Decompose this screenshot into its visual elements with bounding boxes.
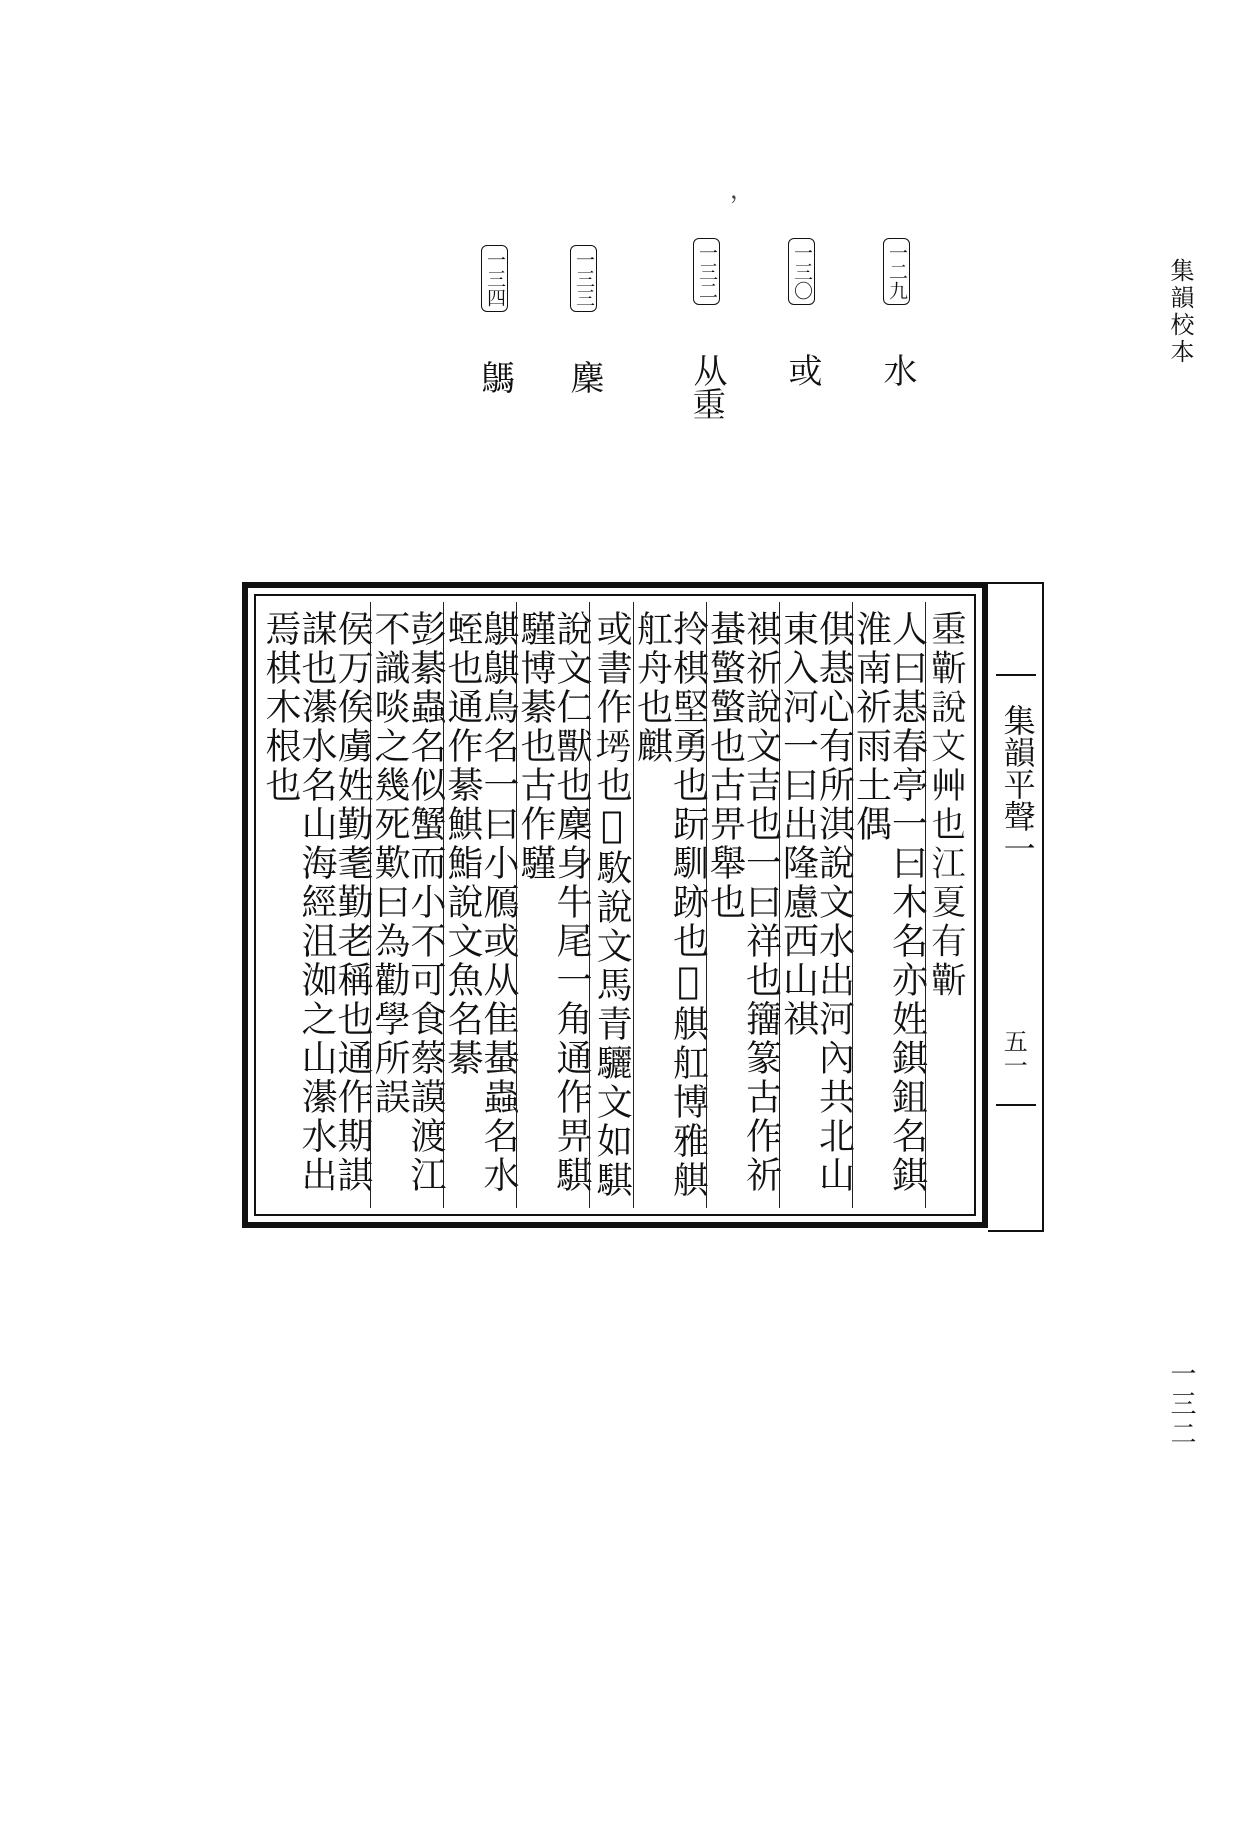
column-text: 或書作𡌱也𩨇駇說文馬青驪文如騏 [591,610,633,1200]
page-number: 一三二 [1166,1360,1196,1450]
text-column [850,602,928,1208]
text-column [631,602,709,1208]
text-column [515,602,592,1208]
text-column [704,602,782,1208]
text-column [925,602,969,1208]
column-text: 說文仁獸也麇身牛尾一角通作畀騏騹博綦也古作騹 [515,610,592,1195]
column-text: 人曰惎春亭一曰木名亦姓錤鉏名錤淮南祈雨土偶 [850,610,928,1195]
note-number: 一三二 [693,238,720,305]
text-column [260,602,373,1208]
column-text: 褀祈說文吉也一曰祥也籒篆古作祈蜝蟼蟼也古畀舉也 [704,610,782,1195]
note-text: 或 [782,353,822,387]
text-column [369,602,446,1208]
collation-note-134 [475,245,515,394]
text-column [442,602,519,1208]
collation-note-130 [782,238,822,387]
note-number: 一三〇 [788,238,815,305]
collation-note-132 [687,238,727,421]
note-number: 一三四 [481,245,508,312]
stray-mark: ， [730,176,754,204]
collation-note-129 [877,238,917,387]
center-column-title: 集韻平聲一 [998,704,1037,864]
fish-tail-mark [996,1104,1036,1106]
column-text: 拎棋堅勇也䟚馴跡也𩵉䑴舡博雅䑴舡舟也麒 [631,610,709,1200]
collation-note-133 [564,245,604,394]
column-text: 倛惎心有所淇說文水出河內共北山東入河一曰出隆慮西山祺 [777,610,855,1195]
column-text: 彭綦蟲名似蟹而小不可食蔡謨渡江不識啖之幾死歎曰為勸學所誤 [369,610,446,1195]
note-text: 水 [877,353,917,387]
column-text: 鶀鶀鳥名一曰小鴈或从隹蜝蟲名水蛭也通作綦鯕鮨說文魚名綦 [442,610,519,1195]
text-column [777,602,855,1208]
note-text: 鷌 [475,360,515,394]
note-text: 麇 [564,360,604,394]
note-number: 一二九 [883,238,910,305]
column-text: 𡍴蘄說文艸也江夏有蘄 [926,610,968,1000]
text-column [589,602,633,1208]
center-column-leaf-number: 五一 [999,1029,1028,1077]
note-number: 一三三 [570,245,597,312]
running-title: 集韻校本 [1166,258,1194,366]
fish-tail-mark [996,674,1036,676]
text-columns [262,602,968,1208]
note-text: 从𡍴 [687,353,727,421]
column-text: 侯万俟虜姓勤耄勤老稱也通作期諆謀也濝水名山海經沮洳之山濝水出焉棋木根也 [260,610,373,1195]
woodblock-frame [242,582,988,1228]
block-center-column [988,582,1044,1232]
